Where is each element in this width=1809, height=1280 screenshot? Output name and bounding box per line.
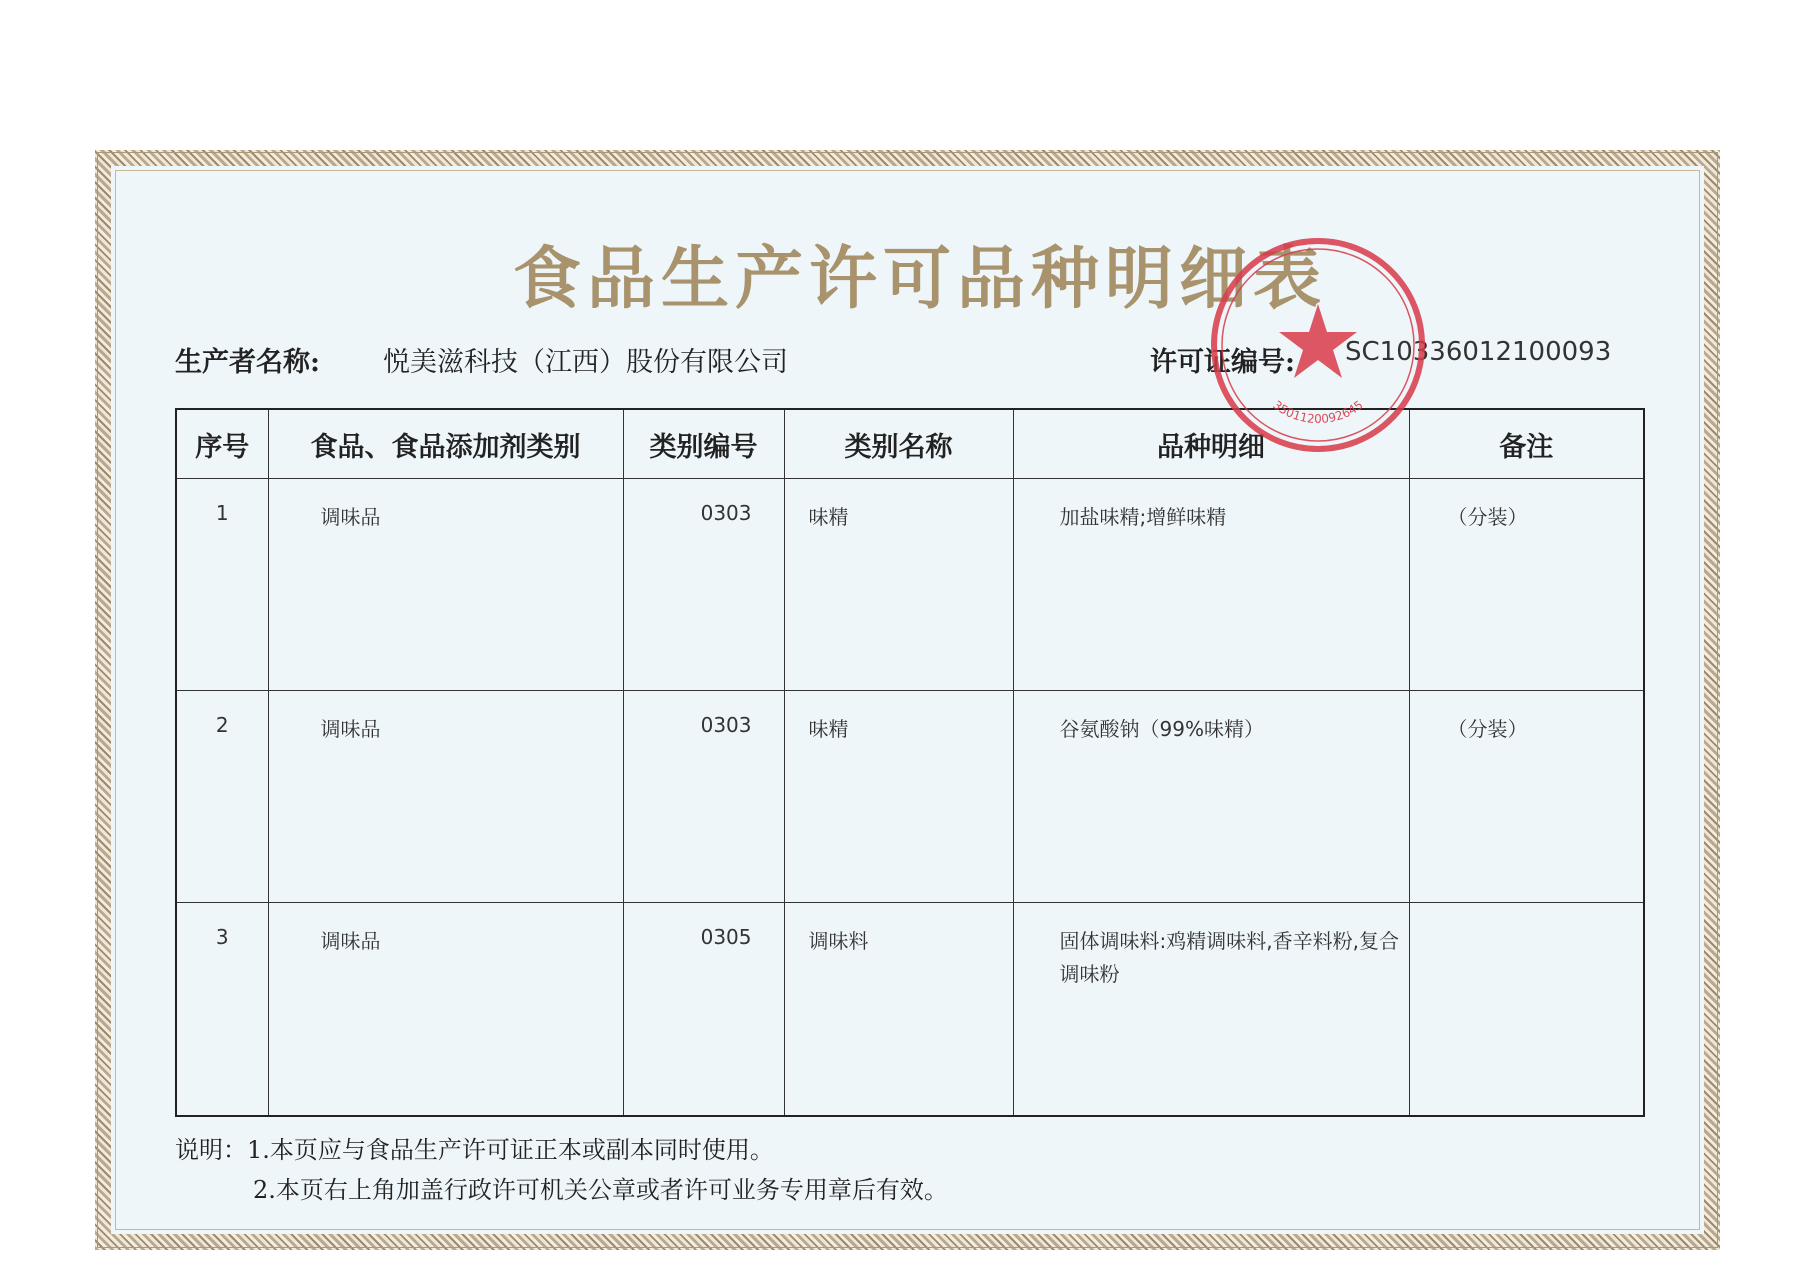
note-line-1: 说明：1.本页应与食品生产许可证正本或副本同时使用。 — [175, 1136, 774, 1164]
cell-note: （分装） — [1409, 479, 1644, 691]
license-number: SC10336012100093 — [1345, 337, 1612, 367]
cell-code: 0303 — [623, 691, 784, 903]
notes — [175, 1130, 948, 1210]
cell-category: 调味品 — [268, 903, 623, 1116]
table-row — [176, 691, 1644, 903]
cell-seq: 1 — [176, 479, 268, 691]
header-detail: 品种明细 — [1013, 409, 1409, 479]
cell-name: 味精 — [784, 479, 1013, 691]
cell-seq: 2 — [176, 691, 268, 903]
cell-detail: 加盐味精;增鲜味精 — [1013, 479, 1409, 691]
cell-note — [1409, 903, 1644, 1116]
cell-code: 0305 — [623, 903, 784, 1116]
product-detail-table — [175, 408, 1645, 1117]
document-title: 食品生产许可品种明细表 — [512, 239, 1327, 319]
table-row — [176, 903, 1644, 1116]
producer-label: 生产者名称: — [175, 347, 320, 378]
header-note: 备注 — [1409, 409, 1644, 479]
cell-note: （分装） — [1409, 691, 1644, 903]
cell-detail: 固体调味料:鸡精调味料,香辛料粉,复合调味粉 — [1013, 903, 1409, 1116]
license-label: 许可证编号: — [1150, 347, 1295, 378]
note-line-2: 2.本页右上角加盖行政许可机关公章或者许可业务专用章后有效。 — [253, 1176, 948, 1204]
star-icon — [1279, 304, 1357, 378]
header-seq: 序号 — [176, 409, 268, 479]
producer-name: 悦美滋科技（江西）股份有限公司 — [383, 347, 788, 378]
header-name: 类别名称 — [784, 409, 1013, 479]
official-seal-stamp — [1205, 232, 1431, 458]
cell-seq: 3 — [176, 903, 268, 1116]
table-row — [176, 479, 1644, 691]
header-code: 类别编号 — [623, 409, 784, 479]
cell-name: 味精 — [784, 691, 1013, 903]
header-category: 食品、食品添加剂类别 — [268, 409, 623, 479]
cell-category: 调味品 — [268, 479, 623, 691]
cell-name: 调味料 — [784, 903, 1013, 1116]
stamp-number: 3501120092645 — [1270, 397, 1366, 427]
cell-category: 调味品 — [268, 691, 623, 903]
cell-detail: 谷氨酸钠（99%味精） — [1013, 691, 1409, 903]
cell-code: 0303 — [623, 479, 784, 691]
